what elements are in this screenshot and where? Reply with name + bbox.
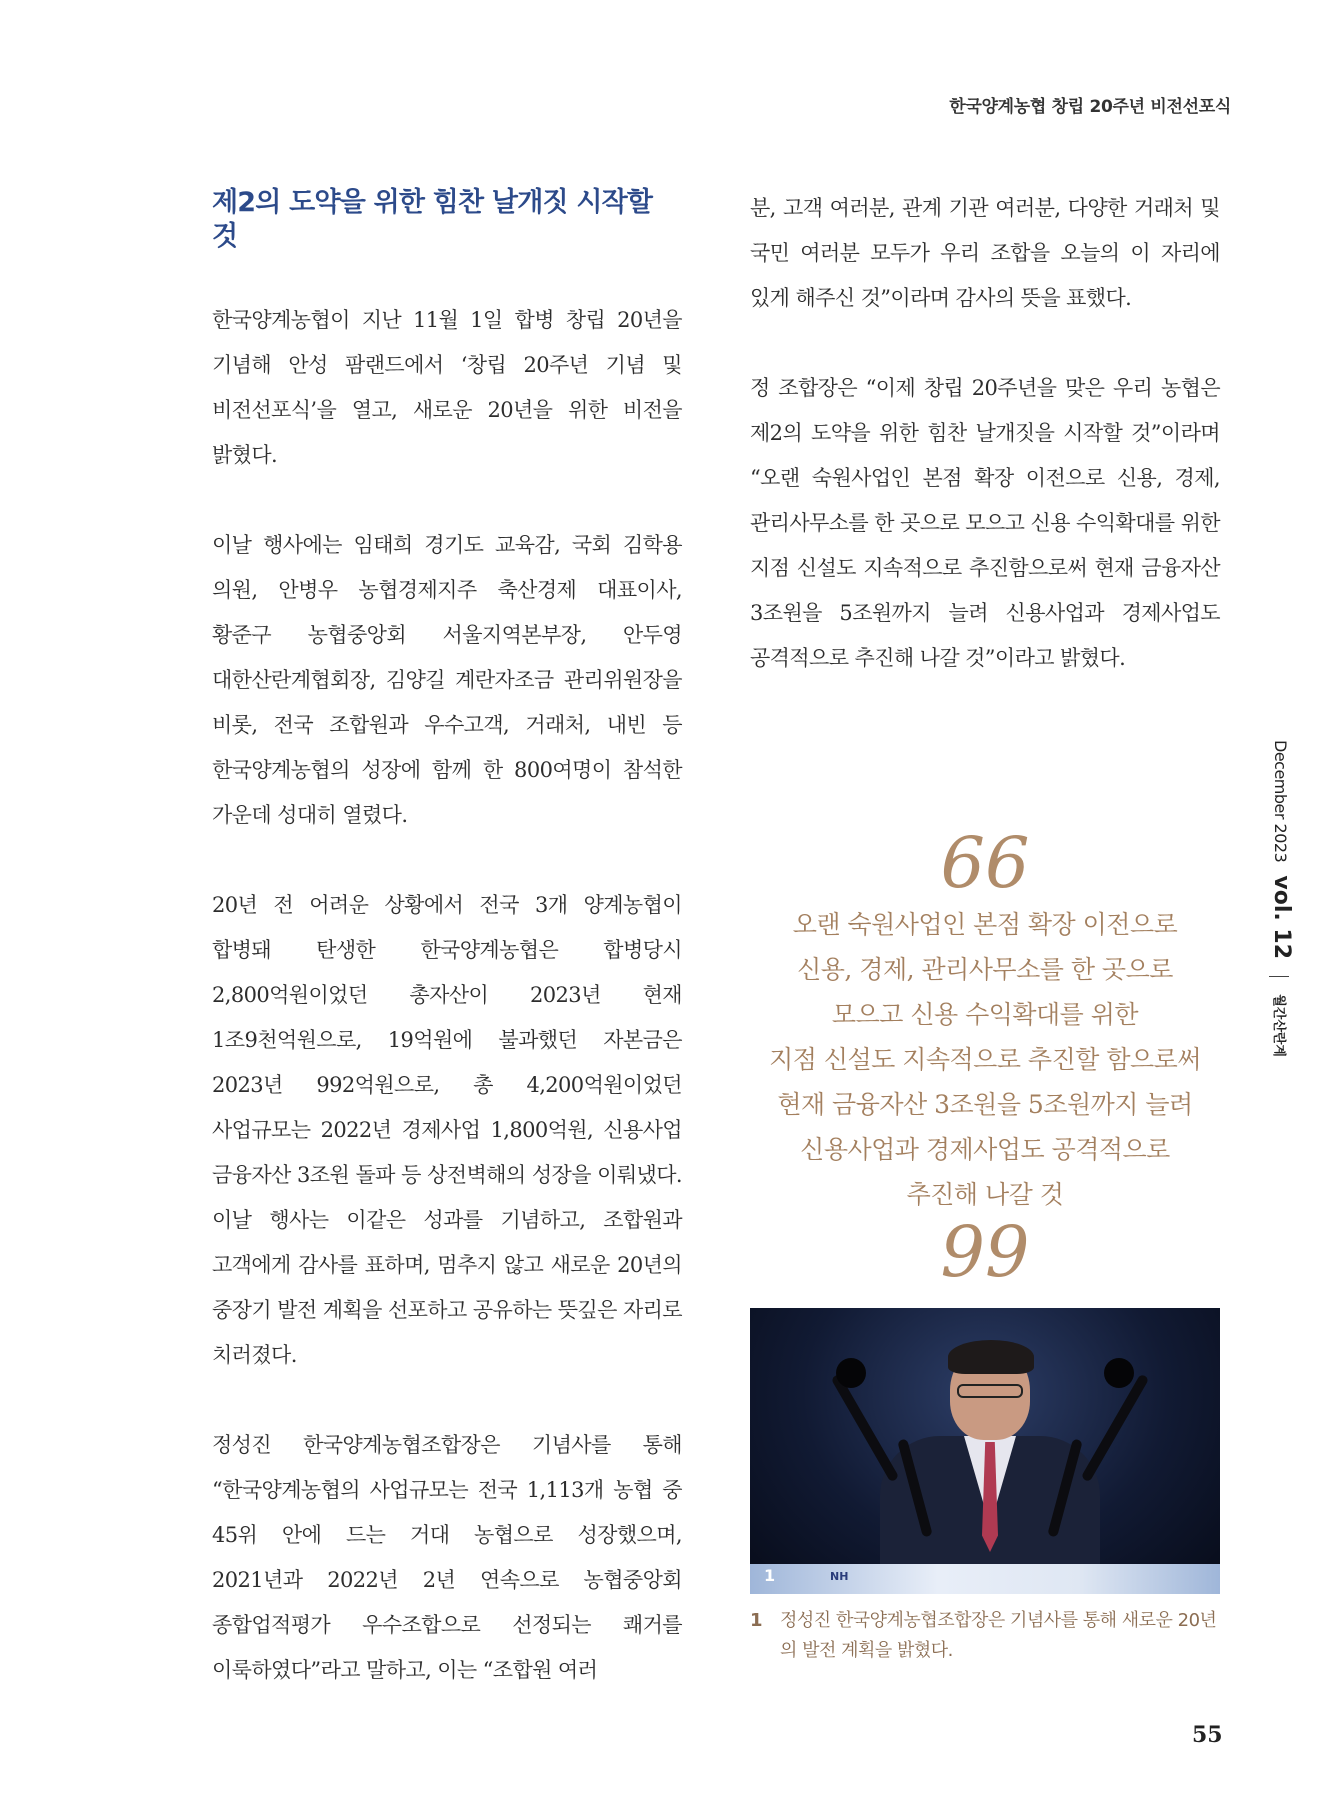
microphone-icon	[1081, 1374, 1150, 1483]
close-quote-icon: 99	[940, 1211, 1030, 1293]
magazine-name: 월간산란계	[1271, 994, 1286, 1057]
left-column	[212, 186, 682, 1738]
pull-quote-line: 모으고 신용 수익확대를 위한	[831, 1000, 1139, 1029]
side-issue-label	[1269, 740, 1300, 1057]
open-quote-icon: 66	[940, 822, 1030, 904]
microphone-head-icon	[836, 1358, 866, 1388]
podium-logo: NH	[830, 1570, 849, 1583]
page-number: 55	[1192, 1722, 1223, 1748]
pull-quote	[750, 822, 1220, 1293]
caption-number: 1	[750, 1610, 763, 1631]
microphone-icon	[831, 1374, 900, 1483]
caption-text: 정성진 한국양계농협조합장은 기념사를 통해 새로운 20년의 발전 계획을 밝혔다.	[780, 1610, 1217, 1661]
podium	[750, 1564, 1220, 1594]
glasses-shape	[957, 1384, 1023, 1398]
pull-quote-line: 신용, 경제, 관리사무소를 한 곳으로	[797, 955, 1173, 984]
body-paragraph: 20년 전 어려운 상황에서 전국 3개 양계농협이 합병돼 탄생한 한국양계농협은 합병당시 2,800억원이었던 총자산이 2023년 현재 1조9천억원으로, 19억원에 불과했던 자본금은 2023년 992억원으로, 총 4,200억원이었던 사업규모는 2022년 경제사업 1,800억원, 신용사업 금융자산 3조원 돌파 등 상전벽해의 성장을 이뤄냈다. 이날 행사는 이같은 성과를 기념하고, 조합원과 고객에게 감사를 표하며, 멈추지 않고 새로운 20년의 중장기 발전 계획을 선포하고 공유하는 뜻깊은 자리로 치러졌다.	[212, 893, 682, 1367]
body-paragraph: 한국양계농협이 지난 11월 1일 합병 창립 20년을 기념해 안성 팜랜드에서 ‘창립 20주년 기념 및 비전선포식’을 열고, 새로운 20년을 위한 비전을 밝혔다.	[212, 308, 682, 467]
pull-quote-line: 오랜 숙원사업인 본점 확장 이전으로	[792, 910, 1178, 939]
photo-number: 1	[764, 1566, 776, 1585]
pull-quote-line: 지점 신설도 지속적으로 추진할 함으로써	[769, 1045, 1201, 1074]
pull-quote-text	[750, 902, 1220, 1217]
right-column	[750, 186, 1220, 726]
microphone-head-icon	[1104, 1358, 1134, 1388]
body-paragraph: 정 조합장은 “이제 창립 20주년을 맞은 우리 농협은 제2의 도약을 위한 힘찬 날개짓을 시작할 것”이라며 “오랜 숙원사업인 본점 확장 이전으로 신용, 경제, 관리사무소를 한 곳으로 모으고 신용 수익확대를 위한 지점 신설도 지속적으로 추진함으로써 현재 금융자산 3조원을 5조원까지 늘려 신용사업과 경제사업도 공격적으로 추진해 나갈 것”이라고 밝혔다.	[750, 376, 1220, 670]
pull-quote-line: 현재 금융자산 3조원을 5조원까지 늘려	[777, 1090, 1193, 1119]
divider	[1270, 976, 1290, 977]
photo-caption	[750, 1606, 1220, 1666]
pull-quote-line: 추진해 나갈 것	[906, 1180, 1064, 1209]
issue-month: December 2023	[1271, 740, 1290, 863]
speaker-photo	[750, 1308, 1220, 1594]
issue-volume: vol. 12	[1269, 875, 1294, 960]
running-head: 한국양계농협 창립 20주년 비전선포식	[949, 97, 1231, 117]
hair-shape	[948, 1340, 1034, 1374]
pull-quote-line: 신용사업과 경제사업도 공격적으로	[800, 1135, 1170, 1164]
body-paragraph: 정성진 한국양계농협조합장은 기념사를 통해 “한국양계농협의 사업규모는 전국 1,113개 농협 중 45위 안에 드는 거대 농협으로 성장했으며, 2021년과 2022년 2년 연속으로 농협중앙회 종합업적평가 우수조합으로 선정되는 쾌거를 이룩하였다”라고 말하고, 이는 “조합원 여러	[212, 1433, 682, 1682]
body-paragraph: 이날 행사에는 임태희 경기도 교육감, 국회 김학용 의원, 안병우 농협경제지주 축산경제 대표이사, 황준구 농협중앙회 서울지역본부장, 안두영 대한산란계협회장, 김양길 계란자조금 관리위원장을 비롯, 전국 조합원과 우수고객, 거래처, 내빈 등 한국양계농협의 성장에 함께 한 800여명이 참석한 가운데 성대히 열렸다.	[212, 533, 682, 827]
section-title: 제2의 도약을 위한 힘찬 날개짓 시작할 것	[212, 187, 653, 252]
body-paragraph: 분, 고객 여러분, 관계 기관 여러분, 다양한 거래처 및 국민 여러분 모두가 우리 조합을 오늘의 이 자리에 있게 해주신 것”이라며 감사의 뜻을 표했다.	[750, 196, 1220, 310]
